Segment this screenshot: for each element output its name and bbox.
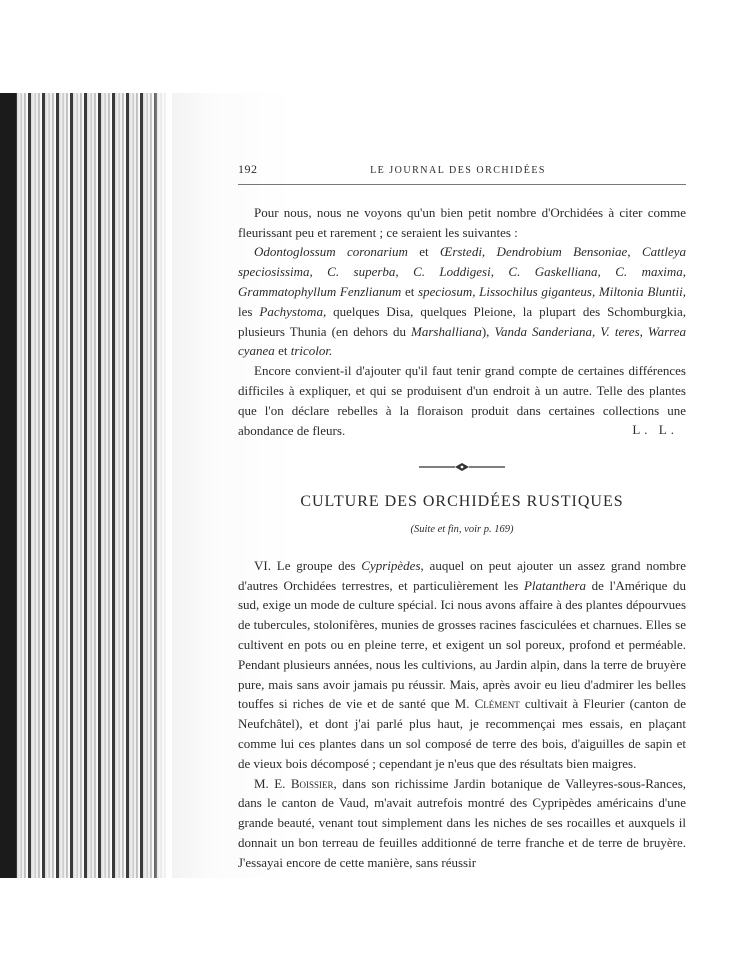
species-name: Œrstedi, Dendrobium Bensoniae, Cattleya speciosissima, C. superba, C. Loddigesi, C. Gaskelliana, C. maxima, Grammatophyllum Fenzlianum	[238, 244, 686, 299]
intro-text: Pour nous, nous ne voyons qu'un bien petit nombre d'Orchidées à citer comme fleurissant peu et rarement ; ce seraient les suivantes :	[238, 204, 686, 240]
species-name: Marshalliana	[411, 323, 482, 339]
conjunction: et	[407, 244, 441, 260]
plain-text: ),	[481, 323, 495, 339]
running-head	[238, 160, 686, 185]
section-divider-ornament	[238, 462, 686, 472]
body-paragraph-1	[238, 556, 686, 774]
person-name: Boissier	[290, 775, 334, 791]
person-name: Clément	[474, 696, 520, 712]
closing-text: Encore convient-il d'ajouter qu'il faut tenir grand compte de certaines différences difficiles à expliquer, et qui se produisent d'un endroit à un autre. Telle des plantes que l'on déclare rebelles à la floraison produit dans certaines collections une abondance de fleurs.	[238, 363, 686, 438]
page-content	[238, 160, 686, 873]
page-number: 192	[238, 162, 258, 176]
body-text: VI. Le groupe des	[254, 557, 362, 573]
genus-name: Cypripèdes	[361, 557, 421, 573]
genus-name: Platanthera	[523, 577, 587, 593]
section-title: CULTURE DES ORCHIDÉES RUSTIQUES	[300, 493, 624, 511]
running-title: LE JOURNAL DES ORCHIDÉES	[370, 165, 546, 176]
conjunction: et	[401, 283, 419, 299]
body-text: de l'Amérique du sud, exige un mode de culture spécial. Ici nous avons affaire à des plantes dépourvues de tubercules, stolonifères, munies de grosses racines fasciculées et charnues. Elles se cultivent en pots ou en pleine terre, et exigent un sol poreux, profond et perméable. Pendant plusieurs années, nous les cultivions, au Jardin alpin, dans la terre de bruyère pure, mais sans avoir jamais pu réussir. Mais, après avoir eu lieu d'admirer les belles touffes si riches de vie et de santé que M.	[238, 577, 686, 712]
intro-paragraph	[238, 203, 686, 243]
species-name: Pachystoma,	[259, 303, 327, 319]
species-list-paragraph	[238, 242, 686, 361]
body-text: M. E.	[254, 775, 291, 791]
binding-shadow	[150, 93, 170, 878]
species-name: speciosum, Lissochilus giganteus, Miltonia Bluntii,	[418, 283, 686, 299]
conjunction: les	[238, 303, 260, 319]
species-name: Vanda Sanderiana, V. teres, Warrea cyanea	[238, 323, 686, 359]
body-paragraph-2	[238, 774, 686, 873]
species-name: Odontoglossum coronarium	[254, 244, 408, 260]
scan-dark-edge	[0, 93, 16, 878]
species-name: tricolor.	[290, 343, 333, 359]
body-text: , auquel on peut ajouter un assez grand nombre d'autres Orchidées terrestres, et particulièrement les	[238, 557, 686, 593]
body-text: , dans son richissime Jardin botanique de Valleyres-sous-Rances, dans le canton de Vaud, m'avait autrefois montré des Cypripèdes américains d'une grande beauté, venant tout simplement dans les niches de ses rocailles et auxquels il donnait un bon terreau de feuilles additionné de terre franche et de terre de bruyère. J'essayai encore de cette manière, sans réussir	[238, 775, 687, 870]
book-binding-edge	[0, 93, 168, 878]
author-signature: L. L.	[632, 422, 678, 438]
plain-text: quelques Disa, quelques Pleione, la plupart des Schomburgkia, plusieurs Thunia (en dehors du	[238, 303, 686, 339]
flourish-icon	[417, 462, 507, 472]
body-text: cultivait à Fleurier (canton de Neufchâtel), et dont j'ai parlé plus haut, je recommençai mes essais, en plaçant comme lui ces plantes dans un sol composé de terre des bois, d'aiguilles de sapin et de vieux bois décomposé ; cependant je n'eus que des résultats bien maigres.	[238, 696, 686, 771]
conjunction: et	[274, 343, 291, 359]
section-continuation-note: (Suite et fin, voir p. 169)	[410, 523, 514, 535]
